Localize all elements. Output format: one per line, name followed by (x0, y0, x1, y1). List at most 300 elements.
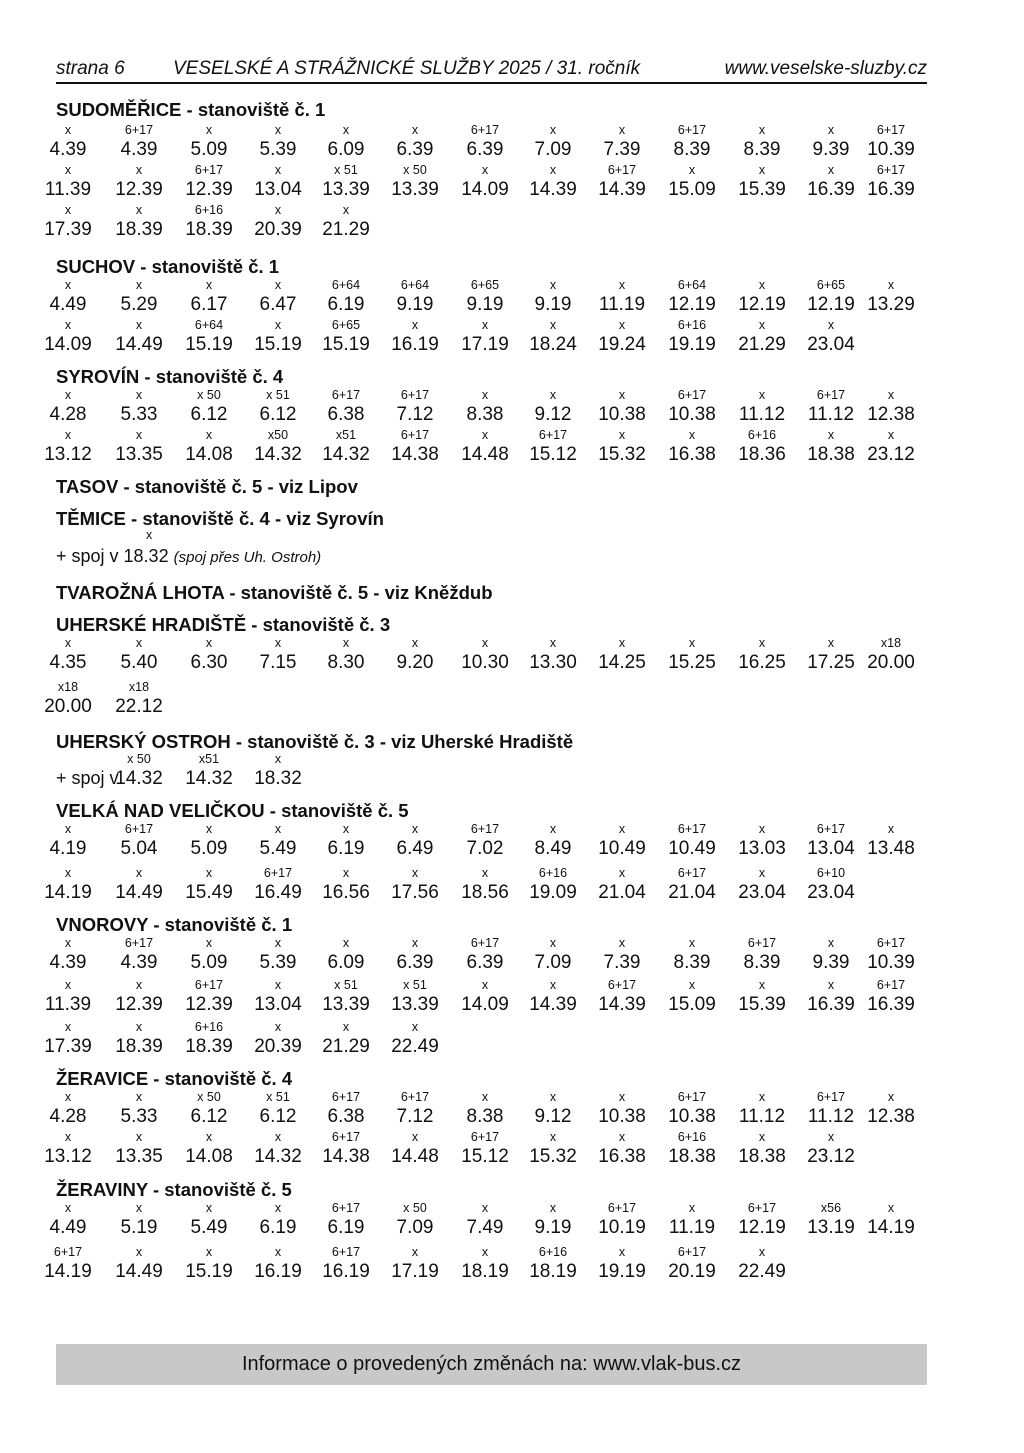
timetable-cell (104, 936, 174, 974)
service-note: x (481, 428, 489, 442)
service-note: x (64, 388, 72, 402)
service-note: 6+17 (677, 866, 707, 880)
timetable-cell (450, 163, 520, 201)
timetable-cell (518, 388, 588, 426)
timetable-cell (174, 1201, 244, 1239)
departure-time: 19.19 (598, 1261, 646, 1282)
service-note: x (205, 936, 213, 950)
service-note: x51 (198, 752, 220, 766)
timetable-row (44, 680, 936, 724)
service-note: x (887, 388, 895, 402)
departure-time: 11.12 (738, 1106, 786, 1127)
departure-time: 17.19 (461, 334, 509, 355)
timetable-cell (380, 936, 450, 974)
service-note: 6+17 (607, 163, 637, 177)
timetable-cell (174, 636, 244, 674)
departure-time: 7.39 (603, 952, 641, 973)
timetable-cell (727, 388, 797, 426)
departure-time: 17.39 (44, 219, 92, 240)
timetable-cell (174, 752, 244, 790)
service-note: x (64, 978, 72, 992)
timetable-cell (174, 203, 244, 241)
service-note: x50 (267, 428, 289, 442)
departure-time: 7.49 (466, 1217, 504, 1238)
service-note: x (549, 123, 557, 137)
timetable-cell (727, 1130, 797, 1168)
departure-time: 5.33 (120, 1106, 158, 1127)
timetable-cell (450, 636, 520, 674)
departure-time: 8.49 (534, 838, 572, 859)
timetable-cell (33, 866, 103, 904)
departure-time: 16.19 (391, 334, 439, 355)
service-note: x18 (880, 636, 902, 650)
departure-time: 14.49 (115, 1261, 163, 1282)
timetable-cell (33, 1130, 103, 1168)
timetable-cell (587, 163, 657, 201)
timetable-row (49, 278, 936, 318)
service-note: x (549, 1201, 557, 1215)
extra-connection-times (56, 752, 936, 792)
departure-time: 14.08 (185, 1146, 233, 1167)
departure-time: 8.39 (673, 952, 711, 973)
departure-time: 14.38 (322, 1146, 370, 1167)
departure-time: 9.12 (534, 404, 572, 425)
departure-time: 17.19 (391, 1261, 439, 1282)
timetable-cell (450, 318, 520, 356)
footer-info: Informace o provedených změnách na: www.vlak-bus.cz (56, 1344, 927, 1385)
timetable-cell (657, 278, 727, 316)
service-note: x (618, 936, 626, 950)
departure-time: 20.39 (254, 219, 302, 240)
departure-time: 7.09 (534, 139, 572, 160)
service-note: x56 (820, 1201, 842, 1215)
departure-time: 11.39 (44, 994, 92, 1015)
departure-time: 11.12 (807, 404, 855, 425)
service-note: x (688, 636, 696, 650)
timetable-cell (311, 123, 381, 161)
departure-time: 4.39 (120, 139, 158, 160)
timetable-cell (104, 203, 174, 241)
service-note: x (64, 636, 72, 650)
service-note: x (549, 278, 557, 292)
timetable-cell (243, 1201, 313, 1239)
service-note: x (688, 936, 696, 950)
departure-time: 6.12 (259, 1106, 297, 1127)
departure-time: 5.19 (120, 1217, 158, 1238)
departure-time: 18.38 (807, 444, 855, 465)
section-title-temice: TĚMICE - stanoviště č. 4 - viz Syrovín (56, 508, 384, 529)
service-note: x (135, 278, 143, 292)
departure-time: 9.19 (396, 294, 434, 315)
departure-time: 5.09 (190, 838, 228, 859)
departure-time: 16.39 (867, 179, 915, 200)
departure-time: 10.38 (598, 404, 646, 425)
departure-time: 9.12 (534, 1106, 572, 1127)
departure-time: 20.00 (44, 696, 92, 717)
timetable-cell (518, 636, 588, 674)
departure-time: 15.19 (254, 334, 302, 355)
timetable-cell (587, 1090, 657, 1128)
departure-time: 20.39 (254, 1036, 302, 1057)
service-note: 6+16 (677, 1130, 707, 1144)
timetable-cell (657, 978, 727, 1016)
service-note: 6+17 (331, 1130, 361, 1144)
departure-time: 6.30 (190, 652, 228, 673)
departure-time: 6.39 (466, 139, 504, 160)
timetable-cell (727, 428, 797, 466)
departure-time: 15.39 (738, 994, 786, 1015)
departure-time: 15.09 (668, 179, 716, 200)
service-note: x (135, 978, 143, 992)
departure-time: 12.38 (867, 404, 915, 425)
service-note: x (549, 318, 557, 332)
departure-time: 7.09 (534, 952, 572, 973)
timetable-cell (796, 866, 866, 904)
service-note: x (135, 318, 143, 332)
timetable-cell (243, 822, 313, 860)
departure-time: 13.19 (807, 1217, 855, 1238)
extra-connection-prefix: + spoj v (56, 768, 119, 788)
service-note: x (205, 822, 213, 836)
timetable-grid (44, 822, 936, 910)
timetable-cell (518, 163, 588, 201)
departure-time: 22.49 (738, 1261, 786, 1282)
service-note: x (64, 278, 72, 292)
timetable-cell (311, 822, 381, 860)
departure-time: 16.49 (254, 882, 302, 903)
departure-time: 16.39 (867, 994, 915, 1015)
departure-time: 10.49 (598, 838, 646, 859)
timetable-cell (311, 1245, 381, 1283)
timetable-cell (518, 278, 588, 316)
service-note: x (411, 1130, 419, 1144)
service-note: 6+17 (470, 936, 500, 950)
service-note: x (64, 866, 72, 880)
timetable-cell (380, 636, 450, 674)
service-note: x (64, 318, 72, 332)
timetable-cell (727, 278, 797, 316)
departure-time: 6.17 (190, 294, 228, 315)
departure-time: 16.25 (738, 652, 786, 673)
departure-time: 14.32 (115, 768, 163, 789)
departure-time: 13.35 (115, 1146, 163, 1167)
departure-time: 13.48 (867, 838, 915, 859)
departure-time: 16.19 (254, 1261, 302, 1282)
departure-time: 15.39 (738, 179, 786, 200)
section-title-tasov: TASOV - stanoviště č. 5 - viz Lipov (56, 476, 358, 497)
departure-time: 12.38 (867, 1106, 915, 1127)
service-note: x (342, 1020, 350, 1034)
section-title: SYROVÍN - stanoviště č. 4 (56, 366, 284, 387)
timetable-cell (657, 866, 727, 904)
service-note: 6+17 (677, 123, 707, 137)
timetable-cell (243, 278, 313, 316)
timetable-row (44, 1020, 936, 1062)
timetable-cell (587, 866, 657, 904)
departure-time: 10.30 (461, 652, 509, 673)
service-note: x (205, 866, 213, 880)
departure-time: 9.19 (534, 1217, 572, 1238)
service-note: x (342, 636, 350, 650)
departure-time: 14.19 (44, 882, 92, 903)
timetable-row (44, 866, 936, 910)
departure-time: 14.19 (867, 1217, 915, 1238)
timetable-row (44, 318, 936, 358)
timetable-cell (311, 388, 381, 426)
departure-time: 14.32 (322, 444, 370, 465)
timetable-cell (587, 123, 657, 161)
departure-time: 15.12 (461, 1146, 509, 1167)
service-note: 6+16 (747, 428, 777, 442)
timetable-cell (727, 866, 797, 904)
timetable-cell (518, 866, 588, 904)
service-note: 6+17 (470, 123, 500, 137)
service-note: x (274, 752, 282, 766)
service-note: 6+17 (194, 163, 224, 177)
departure-time: 4.39 (120, 952, 158, 973)
timetable-cell (657, 936, 727, 974)
departure-time: 7.02 (466, 838, 504, 859)
departure-time: 9.39 (812, 952, 850, 973)
service-note: x (549, 822, 557, 836)
service-note: 6+65 (470, 278, 500, 292)
service-note: x (618, 636, 626, 650)
timetable-cell (856, 123, 926, 161)
timetable-cell (856, 278, 926, 316)
departure-time: 4.49 (49, 294, 87, 315)
service-note: 6+17 (747, 936, 777, 950)
service-note: 6+17 (53, 1245, 83, 1259)
timetable-cell (33, 318, 103, 356)
service-note: x (135, 428, 143, 442)
service-note: 6+17 (331, 1245, 361, 1259)
timetable-grid (44, 278, 936, 358)
service-note: x (758, 822, 766, 836)
service-note: 6+17 (400, 1090, 430, 1104)
departure-time: 18.39 (115, 1036, 163, 1057)
service-note: 6+17 (607, 1201, 637, 1215)
extra-connection-note: x (146, 528, 153, 542)
page-number: strana 6 (56, 58, 125, 79)
service-note: x (481, 636, 489, 650)
service-note: x (342, 123, 350, 137)
departure-time: 6.49 (396, 838, 434, 859)
timetable-cell (727, 1245, 797, 1283)
timetable-row (44, 163, 936, 203)
service-note: 6+65 (816, 278, 846, 292)
service-note: x18 (57, 680, 79, 694)
timetable-cell (104, 1090, 174, 1128)
timetable-cell (380, 1201, 450, 1239)
departure-time: 6.09 (327, 139, 365, 160)
departure-time: 15.12 (529, 444, 577, 465)
departure-time: 13.04 (254, 994, 302, 1015)
service-note: x (274, 203, 282, 217)
timetable-row (49, 388, 936, 428)
timetable-cell (33, 123, 103, 161)
timetable-cell (657, 428, 727, 466)
timetable-cell (104, 163, 174, 201)
departure-time: 12.39 (185, 179, 233, 200)
service-note: x (135, 203, 143, 217)
timetable-cell (311, 866, 381, 904)
timetable-cell (311, 163, 381, 201)
departure-time: 6.09 (327, 952, 365, 973)
departure-time: 14.48 (461, 444, 509, 465)
service-note: x (135, 1245, 143, 1259)
section-title-uh-ostroh: UHERSKÝ OSTROH - stanoviště č. 3 - viz Uherské Hradiště (56, 731, 574, 752)
departure-time: 7.12 (396, 1106, 434, 1127)
timetable-cell (657, 1201, 727, 1239)
service-note: x (135, 1201, 143, 1215)
service-note: x 50 (403, 1201, 427, 1215)
timetable-cell (311, 636, 381, 674)
service-note: x (135, 636, 143, 650)
timetable-cell (243, 1245, 313, 1283)
service-note: x (64, 1201, 72, 1215)
service-note: x (205, 1130, 213, 1144)
departure-time: 6.47 (259, 294, 297, 315)
departure-time: 19.19 (668, 334, 716, 355)
service-note: x 50 (197, 388, 221, 402)
departure-time: 6.19 (327, 838, 365, 859)
timetable-row (44, 428, 936, 468)
departure-time: 15.19 (185, 334, 233, 355)
timetable-cell (856, 163, 926, 201)
timetable-cell (657, 1245, 727, 1283)
service-note: 6+17 (876, 978, 906, 992)
departure-time: 14.39 (598, 179, 646, 200)
timetable-grid (44, 1090, 936, 1170)
departure-time: 6.39 (396, 952, 434, 973)
service-note: 6+17 (816, 1090, 846, 1104)
timetable-cell (856, 636, 926, 674)
service-note: x (274, 1130, 282, 1144)
service-note: 6+17 (816, 822, 846, 836)
service-note: x (549, 1130, 557, 1144)
service-note: x (688, 978, 696, 992)
timetable-cell (450, 123, 520, 161)
departure-time: 21.04 (598, 882, 646, 903)
service-note: x (205, 278, 213, 292)
service-note: x (274, 163, 282, 177)
timetable-cell (311, 428, 381, 466)
timetable-cell (380, 428, 450, 466)
departure-time: 11.39 (44, 179, 92, 200)
departure-time: 5.39 (259, 139, 297, 160)
departure-time: 14.25 (598, 652, 646, 673)
service-note: x 50 (403, 163, 427, 177)
service-note: x 50 (127, 752, 151, 766)
timetable-cell (104, 1201, 174, 1239)
service-note: x (411, 1020, 419, 1034)
timetable-cell (311, 1130, 381, 1168)
website-link[interactable]: www.veselske-sluzby.cz (724, 58, 927, 79)
timetable-cell (311, 1020, 381, 1058)
departure-time: 18.39 (185, 1036, 233, 1057)
timetable-cell (380, 123, 450, 161)
service-note: x (274, 1201, 282, 1215)
departure-time: 18.19 (529, 1261, 577, 1282)
service-note: x (758, 278, 766, 292)
timetable-cell (587, 636, 657, 674)
service-note: x (64, 1090, 72, 1104)
departure-time: 13.39 (391, 994, 439, 1015)
service-note: x (64, 428, 72, 442)
service-note: x18 (128, 680, 150, 694)
timetable-cell (174, 866, 244, 904)
service-note: 6+17 (538, 428, 568, 442)
service-note: x (274, 978, 282, 992)
service-note: 6+16 (538, 1245, 568, 1259)
departure-time: 9.20 (396, 652, 434, 673)
departure-time: 8.38 (466, 404, 504, 425)
publication-title: VESELSKÉ A STRÁŽNICKÉ SLUŽBY 2025 / 31. ročník (173, 58, 641, 79)
service-note: x (64, 203, 72, 217)
timetable-cell (587, 278, 657, 316)
departure-time: 14.49 (115, 334, 163, 355)
departure-time: 13.35 (115, 444, 163, 465)
timetable-cell (104, 680, 174, 718)
timetable-cell (174, 123, 244, 161)
timetable-cell (311, 203, 381, 241)
timetable-cell (311, 1201, 381, 1239)
timetable-cell (856, 1201, 926, 1239)
timetable-cell (727, 978, 797, 1016)
timetable-row (49, 636, 936, 680)
departure-time: 14.39 (529, 179, 577, 200)
timetable-cell (311, 978, 381, 1016)
timetable-cell (33, 936, 103, 974)
section-title-tvarozna: TVAROŽNÁ LHOTA - stanoviště č. 5 - viz Kněždub (56, 582, 493, 603)
timetable-cell (174, 163, 244, 201)
departure-time: 20.00 (867, 652, 915, 673)
service-note: x (481, 1201, 489, 1215)
departure-time: 15.32 (598, 444, 646, 465)
timetable-cell (518, 1201, 588, 1239)
service-note: 6+17 (331, 1201, 361, 1215)
service-note: x (411, 1245, 419, 1259)
departure-time: 16.39 (807, 994, 855, 1015)
departure-time: 18.56 (461, 882, 509, 903)
departure-time: 5.40 (120, 652, 158, 673)
service-note: 6+17 (400, 388, 430, 402)
service-note: x (64, 123, 72, 137)
departure-time: 18.39 (185, 219, 233, 240)
timetable-cell (657, 123, 727, 161)
service-note: x51 (335, 428, 357, 442)
section-title: VNOROVY - stanoviště č. 1 (56, 914, 293, 935)
service-note: x (481, 318, 489, 332)
departure-time: 10.19 (598, 1217, 646, 1238)
timetable-cell (174, 428, 244, 466)
service-note: x (688, 1201, 696, 1215)
departure-time: 6.12 (190, 1106, 228, 1127)
timetable-cell (380, 278, 450, 316)
timetable-cell (243, 163, 313, 201)
service-note: x (205, 123, 213, 137)
timetable-cell (727, 936, 797, 974)
timetable-cell (380, 1090, 450, 1128)
service-note: x (481, 388, 489, 402)
departure-time: 15.49 (185, 882, 233, 903)
departure-time: 4.28 (49, 1106, 87, 1127)
service-note: 6+17 (470, 1130, 500, 1144)
departure-time: 18.32 (254, 768, 302, 789)
departure-time: 8.38 (466, 1106, 504, 1127)
timetable-cell (104, 278, 174, 316)
timetable-cell (518, 978, 588, 1016)
